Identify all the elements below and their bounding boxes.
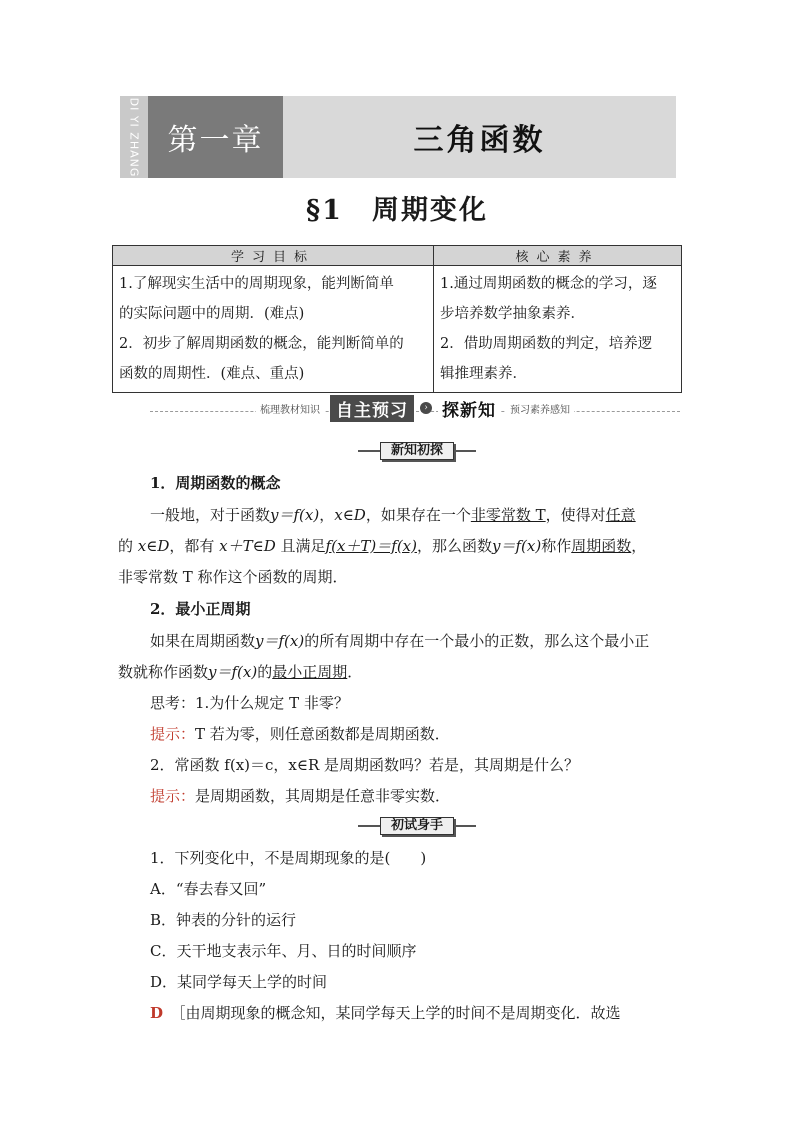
option-d: D．某同学每天上学的时间 (150, 973, 328, 991)
text: ． (347, 663, 363, 681)
goals-cell-core (434, 266, 682, 393)
goal-line: 1.了解现实生活中的周期现象，能判断简单 (119, 276, 394, 292)
text: 数就称作函数 (118, 663, 209, 681)
text: ，都有 (169, 537, 220, 555)
option-c: C．天干地支表示年、月、日的时间顺序 (150, 942, 417, 960)
text: 称作 (541, 537, 572, 555)
option-a: A．“春去春又回” (150, 880, 267, 898)
underlined-term: 周期函数 (571, 537, 632, 555)
paragraph-line (150, 630, 716, 651)
core-line: 辑推理素养． (440, 366, 527, 382)
answer-line (150, 1002, 716, 1023)
text: ， (631, 537, 647, 555)
text: ，如果存在一个 (365, 506, 471, 524)
tag-rule (358, 825, 380, 827)
think-question-2: 2．常函数 f(x)＝c，x∈R 是周期函数吗？若是，其周期是什么？ (150, 756, 580, 774)
goal-line: 的实际问题中的周期．(难点) (119, 306, 305, 322)
tag-try (358, 815, 476, 837)
text: 一般地，对于函数 (150, 506, 271, 524)
chapter-label: 第一章 (148, 96, 283, 178)
chapter-side-label (120, 96, 148, 178)
option-b: B．钟表的分针的运行 (150, 911, 297, 929)
question-1: 1．下列变化中，不是周期现象的是( ) (150, 849, 427, 867)
underlined-term: 最小正周期 (272, 663, 348, 681)
goals-cell-learning (113, 266, 434, 393)
goals-header-learning: 学习目标 (113, 246, 434, 266)
paragraph-line: 非零常数 T 称作这个函数的周期． (118, 568, 348, 586)
math: x∈D (334, 506, 366, 524)
hint-2 (150, 785, 716, 806)
text: ，使得对 (545, 506, 606, 524)
answer-letter: D (150, 1004, 164, 1022)
text: 的 (257, 663, 273, 681)
paragraph-line (118, 661, 684, 682)
text: 的 (118, 537, 138, 555)
goals-table (112, 245, 682, 393)
core-line: 2．借助周期函数的判定，培养逻 (440, 336, 653, 352)
section-title: §1 周期变化 (306, 195, 488, 226)
heading-min-period: 2．最小正周期 (150, 600, 251, 618)
goal-line: 函数的周期性．(难点、重点) (119, 366, 305, 382)
banner-main-2: 探新知 (438, 395, 500, 422)
tag-rule (358, 450, 380, 452)
math: y＝f(x) (208, 663, 258, 681)
underlined-term: 任意 (605, 506, 636, 524)
math: y＝f(x) (492, 537, 542, 555)
core-line: 步培养数学抽象素养． (440, 306, 585, 322)
chapter-title: 三角函数 (283, 96, 676, 178)
tag-label: 新知初探 (380, 442, 454, 460)
math: y＝f(x) (270, 506, 320, 524)
banner-main: 自主预习 (330, 395, 414, 422)
text: 如果在周期函数 (150, 632, 256, 650)
text: ， (319, 506, 335, 524)
math: y＝f(x) (255, 632, 305, 650)
text: ，那么函数 (416, 537, 492, 555)
paragraph-line (150, 504, 716, 525)
heading-periodic-function: 1．周期函数的概念 (150, 474, 281, 492)
paragraph-line (118, 535, 684, 556)
think-question-1: 思考：1.为什么规定 T 非零？ (150, 694, 349, 712)
chevron-right-icon: › (420, 402, 432, 414)
section-banner (150, 396, 680, 420)
text: 的所有周期中存在一个最小的正数，那么这个最小正 (304, 632, 650, 650)
goal-line: 2．初步了解周期函数的概念，能判断简单的 (119, 336, 404, 352)
hint-label: 提示： (150, 787, 196, 805)
hint-1 (150, 723, 716, 744)
core-line: 1.通过周期函数的概念的学习，逐 (440, 276, 657, 292)
answer-text: ［由周期现象的概念知，某同学每天上学的时间不是周期变化．故选 (178, 1004, 621, 1022)
goals-header-core: 核心素养 (434, 246, 682, 266)
underlined-term: 非零常数 T (470, 506, 546, 524)
banner-right-note: 预习素养感知 (506, 401, 574, 416)
tag-label: 初试身手 (380, 817, 454, 835)
hint-text: 是周期函数，其周期是任意非零实数． (195, 787, 451, 805)
math: x∈D (137, 537, 170, 555)
hint-label: 提示： (150, 725, 196, 743)
text: 且满足 (275, 537, 326, 555)
tag-rule (454, 450, 476, 452)
math: x＋T∈D (219, 537, 276, 555)
tag-rule (454, 825, 476, 827)
underlined-term: f(x＋T)＝f(x) (325, 537, 417, 555)
hint-text: T 若为零，则任意函数都是周期函数． (195, 725, 450, 743)
tag-new-knowledge (358, 440, 476, 462)
chapter-side-text: DI YI ZHANG (127, 97, 141, 177)
banner-left-note: 梳理教材知识 (256, 401, 324, 416)
